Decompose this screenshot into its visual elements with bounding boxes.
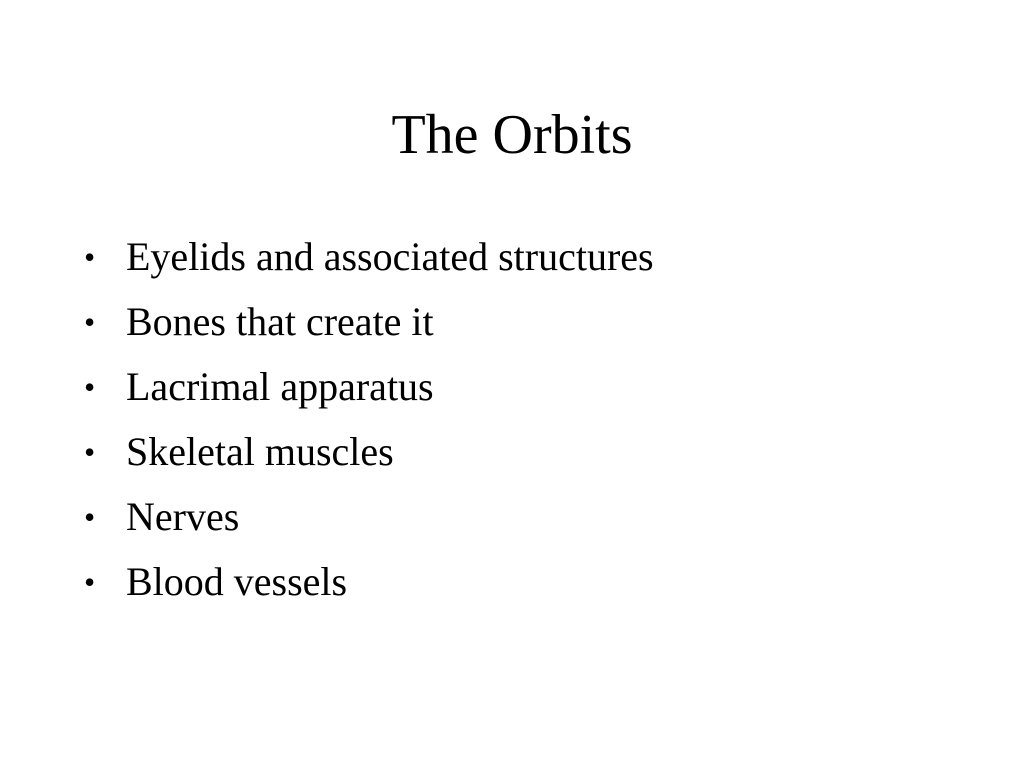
bullet-text: Eyelids and associated structures <box>126 234 654 279</box>
bullet-text: Bones that create it <box>126 299 434 344</box>
bullet-text: Skeletal muscles <box>126 429 394 474</box>
bullet-text: Blood vessels <box>126 559 348 604</box>
bullet-icon: • <box>84 239 96 275</box>
bullet-text: Nerves <box>126 494 240 539</box>
slide-title: The Orbits <box>391 104 633 166</box>
bullet-icon: • <box>84 434 96 470</box>
bullet-icon: • <box>84 304 96 340</box>
bullet-icon: • <box>84 564 96 600</box>
bullet-icon: • <box>84 499 96 535</box>
bullet-text: Lacrimal apparatus <box>126 364 434 409</box>
bullet-icon: • <box>84 369 96 405</box>
